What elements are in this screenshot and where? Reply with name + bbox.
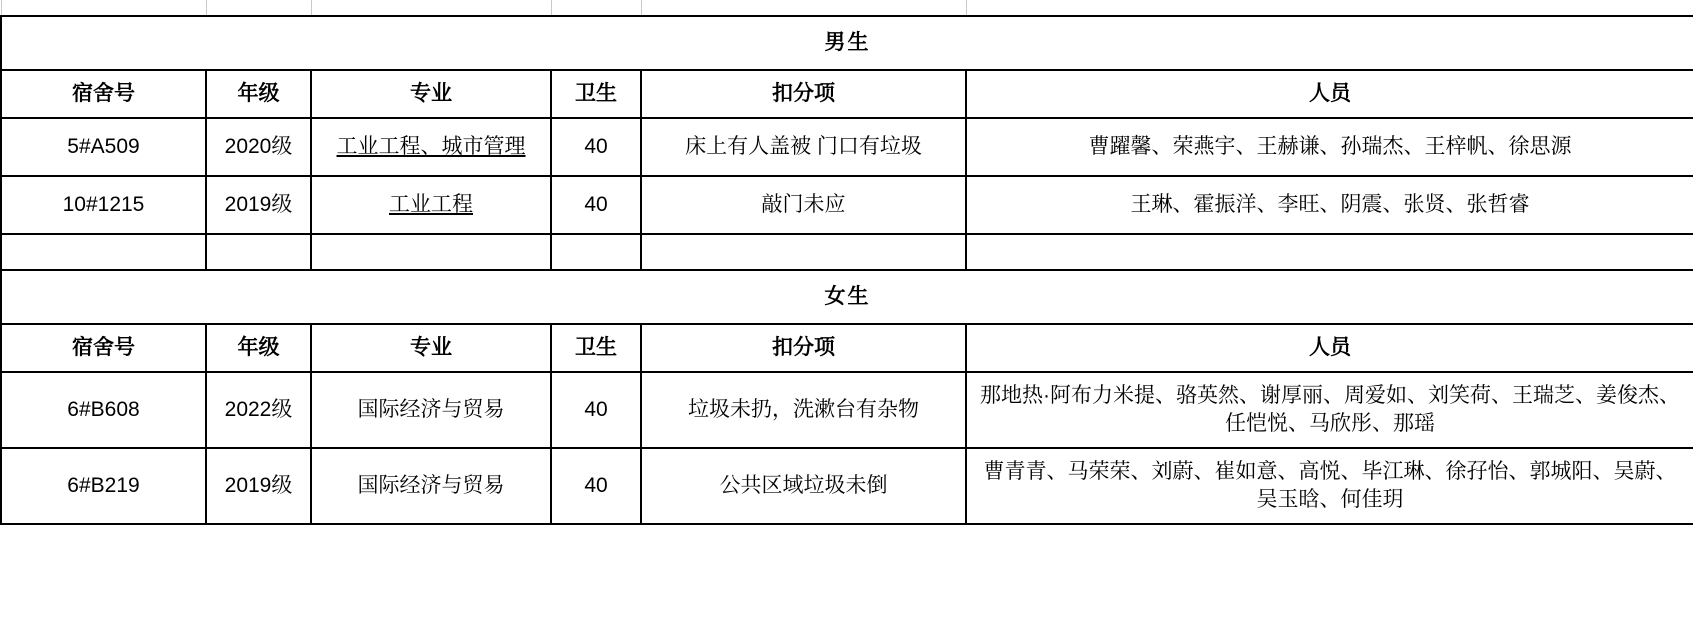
cell-score: 40 (551, 372, 641, 448)
strip-cell-2 (206, 0, 311, 16)
table-row (1, 372, 1693, 448)
column-header-major-male: 专业 (311, 70, 551, 118)
blank-cell-1 (1, 234, 206, 270)
column-header-deduction-male: 扣分项 (641, 70, 966, 118)
strip-cell-3 (311, 0, 551, 16)
blank-separator-row (1, 234, 1693, 270)
blank-cell-3 (311, 234, 551, 270)
cell-score: 40 (551, 448, 641, 524)
cell-dorm: 6#B219 (1, 448, 206, 524)
cell-major-text: 工业工程、城市管理 (336, 134, 526, 158)
section-title-row-female (1, 270, 1693, 324)
column-header-grade-female: 年级 (206, 324, 311, 372)
cell-dorm: 10#1215 (1, 176, 206, 234)
cell-major-text: 工业工程 (389, 192, 473, 216)
cell-people-text: 曹青青、马荣荣、刘蔚、崔如意、高悦、毕江琳、徐孖怡、郭城阳、吴蔚、吴玉晗、何佳玥 (983, 459, 1677, 511)
strip-cell-6 (966, 0, 1693, 16)
blank-cell-2 (206, 234, 311, 270)
column-header-dorm-female: 宿舍号 (1, 324, 206, 372)
cell-people-text: 那地热·阿布力米提、骆英然、谢厚丽、周爱如、刘笑荷、王瑞芝、姜俊杰、任恺悦、马欣彤、那瑶 (980, 383, 1680, 435)
strip-cell-5 (641, 0, 966, 16)
column-header-people-female: 人员 (966, 324, 1693, 372)
table-row (1, 118, 1693, 176)
blank-cell-5 (641, 234, 966, 270)
cell-dorm: 5#A509 (1, 118, 206, 176)
cell-deduction: 床上有人盖被 门口有垃圾 (641, 118, 966, 176)
column-header-grade-male: 年级 (206, 70, 311, 118)
cell-major: 国际经济与贸易 (311, 448, 551, 524)
cell-people (966, 118, 1693, 176)
column-header-dorm-male: 宿舍号 (1, 70, 206, 118)
sheet-top-strip-row (1, 0, 1693, 16)
cell-people (966, 176, 1693, 234)
table-row (1, 448, 1693, 524)
section-title-female: 女生 (1, 270, 1693, 324)
cell-deduction: 垃圾未扔，洗漱台有杂物 (641, 372, 966, 448)
cell-deduction: 公共区域垃圾未倒 (641, 448, 966, 524)
cell-dorm: 6#B608 (1, 372, 206, 448)
column-header-deduction-female: 扣分项 (641, 324, 966, 372)
column-header-score-female: 卫生 (551, 324, 641, 372)
strip-cell-4 (551, 0, 641, 16)
header-row-female (1, 324, 1693, 372)
section-title-row-male (1, 16, 1693, 70)
cell-deduction: 敲门未应 (641, 176, 966, 234)
cell-grade: 2022级 (206, 372, 311, 448)
cell-grade: 2020级 (206, 118, 311, 176)
cell-major: 国际经济与贸易 (311, 372, 551, 448)
cell-people (966, 448, 1693, 524)
strip-cell-1 (1, 0, 206, 16)
header-row-male (1, 70, 1693, 118)
blank-cell-6 (966, 234, 1693, 270)
cell-major (311, 176, 551, 234)
section-title-male: 男生 (1, 16, 1693, 70)
cell-score: 40 (551, 118, 641, 176)
cell-score: 40 (551, 176, 641, 234)
cell-people-text: 曹躍馨、荣燕宇、王赫谦、孙瑞杰、王梓帆、徐思源 (1088, 134, 1572, 158)
column-header-score-male: 卫生 (551, 70, 641, 118)
cell-grade: 2019级 (206, 176, 311, 234)
column-header-people-male: 人员 (966, 70, 1693, 118)
cell-grade: 2019级 (206, 448, 311, 524)
cell-people (966, 372, 1693, 448)
cell-people-text: 王琳、霍振洋、李旺、阴震、张贤、张哲睿 (1130, 192, 1530, 216)
column-header-major-female: 专业 (311, 324, 551, 372)
table-row (1, 176, 1693, 234)
cell-major (311, 118, 551, 176)
blank-cell-4 (551, 234, 641, 270)
